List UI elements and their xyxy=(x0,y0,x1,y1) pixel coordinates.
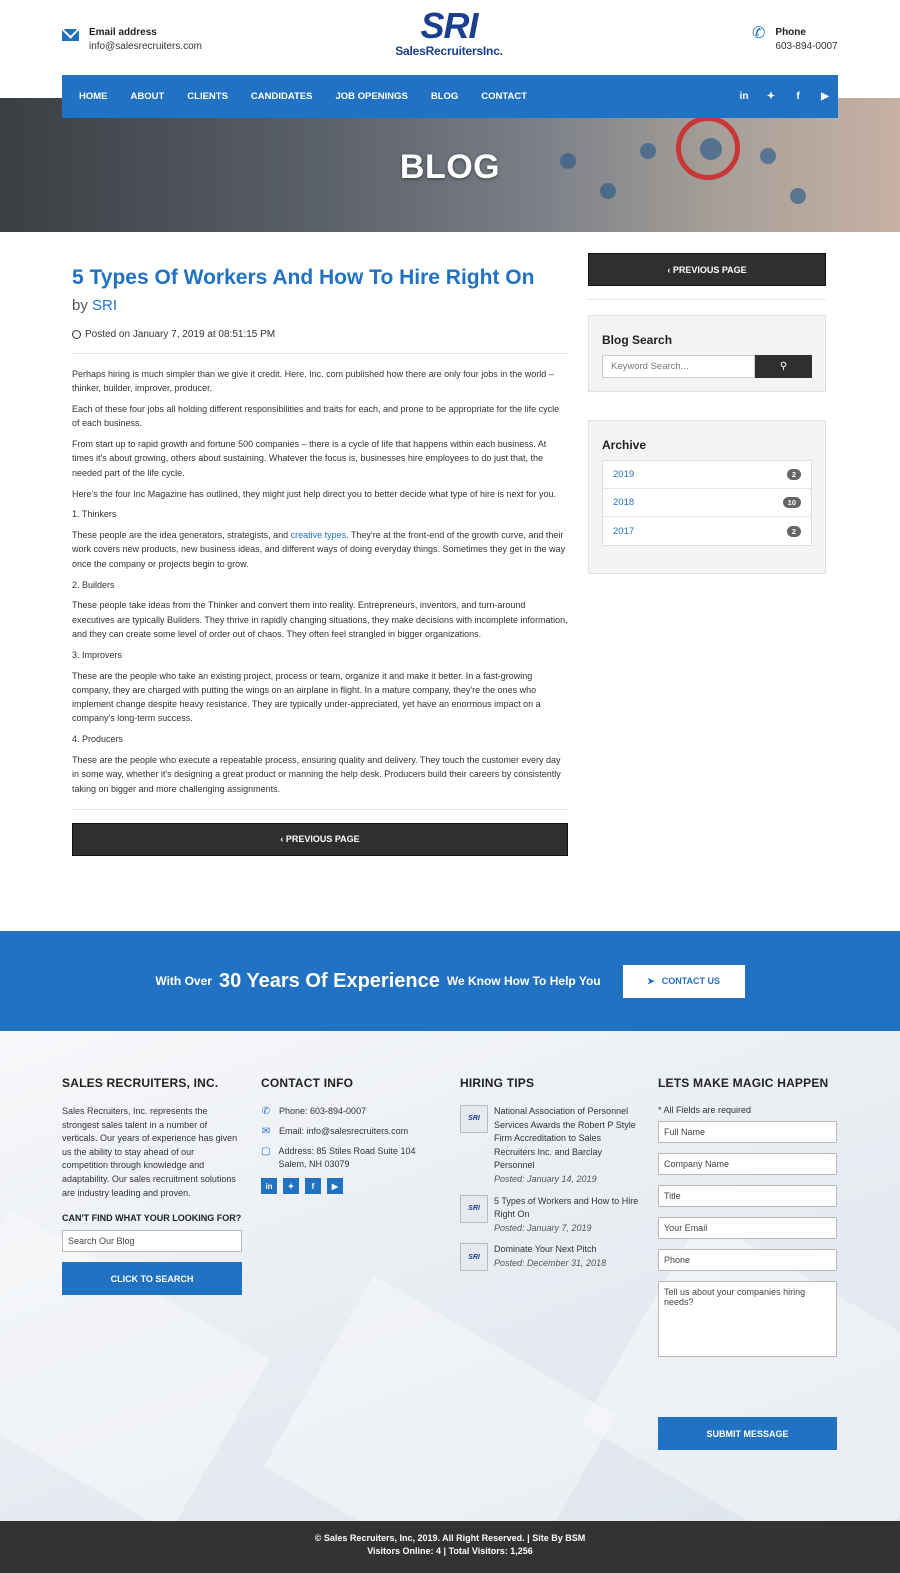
tip-title: Dominate Your Next Pitch xyxy=(494,1244,597,1255)
article xyxy=(72,232,568,856)
hiring-tips-title: HIRING TIPS xyxy=(460,1076,535,1090)
twitter-icon[interactable]: ✦ xyxy=(283,1178,299,1194)
divider xyxy=(72,809,568,810)
footer-email-text[interactable]: Email: info@salesrecruiters.com xyxy=(279,1126,409,1136)
blog-search-form xyxy=(602,355,812,378)
facebook-icon[interactable]: f xyxy=(305,1178,321,1194)
chevron-left-icon: ‹ xyxy=(667,264,673,275)
envelope-icon: ✉ xyxy=(261,1126,271,1137)
hiring-tip-item[interactable] xyxy=(460,1243,642,1271)
envelope-icon xyxy=(62,29,79,41)
company-name-field[interactable]: Company Name xyxy=(658,1153,837,1175)
map-icon: ▢ xyxy=(261,1146,271,1157)
archive-count-badge: 2 xyxy=(787,526,801,537)
paragraph: Here's the four Inc Magazine has outlined, they might just help direct you to better decide what type of hire is next for you. xyxy=(72,488,556,499)
tip-title: 5 Types of Workers and How to Hire Right On xyxy=(494,1195,639,1220)
paper-plane-icon: ➤ xyxy=(647,975,655,986)
creative-types-link[interactable]: creative types xyxy=(290,530,347,541)
copyright-bar xyxy=(0,1521,900,1573)
footer-phone-text[interactable]: Phone: 603-894-0007 xyxy=(279,1106,367,1116)
header-phone xyxy=(752,26,838,54)
nav-home[interactable]: HOME xyxy=(79,91,108,102)
archive-item-2017[interactable] xyxy=(603,517,811,545)
nav-contact[interactable]: CONTACT xyxy=(481,91,528,102)
footer-about xyxy=(62,1076,242,1295)
post-title: 5 Types Of Workers And How To Hire Right On xyxy=(72,266,535,289)
nav-clients[interactable]: CLIENTS xyxy=(187,91,228,102)
form-title: LETS MAKE MAGIC HAPPEN xyxy=(658,1076,829,1090)
search-icon: ⚲ xyxy=(779,361,788,372)
page-title: BLOG xyxy=(399,148,501,186)
email-label: Email address xyxy=(89,27,157,38)
nav-candidates[interactable]: CANDIDATES xyxy=(250,91,313,102)
footer-phone xyxy=(261,1105,446,1118)
tip-title: National Association of Personnel Services Awards the Robert P Style Firm Accreditation to Sales Recruiters Inc. and Barclay Personnel xyxy=(494,1106,636,1171)
phone-icon: ✆ xyxy=(752,25,766,42)
footer-search-input[interactable]: Search Our Blog xyxy=(62,1230,242,1252)
required-note: * All Fields are required xyxy=(658,1105,752,1115)
email-field[interactable]: Your Email xyxy=(658,1217,837,1239)
cta-band xyxy=(0,931,900,1031)
tip-date: Posted: January 7, 2019 xyxy=(494,1222,592,1233)
archive-year: 2019 xyxy=(613,469,635,480)
click-to-search-button[interactable]: CLICK TO SEARCH xyxy=(62,1262,242,1295)
archive-item-2018[interactable] xyxy=(603,489,811,517)
hiring-tip-item[interactable] xyxy=(460,1195,642,1236)
email-value[interactable]: info@salesrecruiters.com xyxy=(89,41,202,52)
footer-about-title: SALES RECRUITERS, INC. xyxy=(62,1076,219,1090)
footer-decoration xyxy=(264,1276,616,1521)
message-textarea[interactable]: Tell us about your companies hiring needs? xyxy=(658,1281,837,1357)
post-byline xyxy=(72,297,568,314)
author-link[interactable]: SRI xyxy=(92,297,118,314)
footer-address-text: Address: 85 Stiles Road Suite 104 Salem, NH 03079 xyxy=(278,1146,416,1169)
linkedin-icon[interactable]: in xyxy=(739,91,749,102)
phone-label: Phone xyxy=(775,27,806,38)
archive-count-badge: 10 xyxy=(783,497,801,508)
submit-message-button[interactable]: SUBMIT MESSAGE xyxy=(658,1417,837,1450)
logo-mark: SRI xyxy=(420,5,478,46)
paragraph-text: These people are the idea generators, strategists, and xyxy=(72,530,291,541)
paragraph: Perhaps hiring is much simpler than we give it credit. Here, Inc. com published how there are only four jobs in the world – thinker, builder, improver, producer. xyxy=(72,369,554,394)
paragraph: From start up to rapid growth and fortune 500 companies – there is a cycle of life that happens within each business. At times it's about growing, others about sustaining. Whatever the focus is, businesses hire employees to do just that, the needed part of the life cycle. xyxy=(72,439,547,478)
byline-prefix: by xyxy=(72,297,88,314)
paragraph: These people take ideas from the Thinker and convert them into reality. Entrepreneurs, inventors, and turn-around executives are typically Builders. They thrive in rapidly changing situations, they make decisions with incomplete information, and they can create some level of order out of chaos. They often feel strangled in bigger organizations. xyxy=(72,600,568,639)
contact-us-button[interactable] xyxy=(623,965,745,998)
archive-list xyxy=(602,460,812,546)
divider xyxy=(72,353,568,354)
sidebar-previous-page-button[interactable] xyxy=(588,253,826,286)
section-heading: 4. Producers xyxy=(72,734,124,745)
youtube-icon[interactable]: ▶ xyxy=(327,1178,343,1194)
nav-about[interactable]: ABOUT xyxy=(130,91,165,102)
paragraph: These are the people who take an existing project, process or team, organize it and make it better. In a fast-growing company, they are charged with putting the wings on an airplane in flight. In a mature company, they're the ones who implement change despite heavy resistance. They are typically under-appreciated, yet have an enormous impact on a company's long-term success. xyxy=(72,670,541,724)
cta-post: We Know How To Help You xyxy=(446,974,601,988)
logo[interactable] xyxy=(390,5,508,58)
visitor-stats: Visitors Online: 4 | Total Visitors: 1,256 xyxy=(367,1546,533,1556)
title-field[interactable]: Title xyxy=(658,1185,837,1207)
blog-search-title: Blog Search xyxy=(602,333,673,347)
contact-us-label: CONTACT US xyxy=(661,976,721,986)
archive-year: 2017 xyxy=(613,525,635,537)
tip-date: Posted: January 14, 2019 xyxy=(494,1173,597,1184)
nav-social xyxy=(739,91,830,102)
phone-field[interactable]: Phone xyxy=(658,1249,837,1271)
phone-icon: ✆ xyxy=(261,1106,271,1117)
footer xyxy=(0,1031,900,1521)
footer-address xyxy=(261,1145,446,1171)
cant-find-heading: CAN'T FIND WHAT YOUR LOOKING FOR? xyxy=(62,1213,242,1224)
archive-count-badge: 2 xyxy=(787,469,801,480)
archive-item-2019[interactable] xyxy=(603,461,811,489)
previous-page-label: PREVIOUS PAGE xyxy=(285,834,360,845)
nav-job-openings[interactable]: JOB OPENINGS xyxy=(335,91,408,102)
cta-headline: 30 Years Of Experience xyxy=(218,969,440,992)
archive-box xyxy=(588,420,826,574)
main-nav xyxy=(62,75,838,118)
footer-email xyxy=(261,1125,446,1138)
archive-title: Archive xyxy=(602,438,647,452)
logo-text: SalesRecruitersInc. xyxy=(395,44,503,58)
footer-contact-form xyxy=(658,1076,837,1450)
paragraph-text: . They're at the front-end of the growth curve, and their work covers new products, new business ideas, and different ways of doing everyday things. Sometimes they get in the way once the company or projects begin to grow. xyxy=(72,530,566,569)
tip-thumbnail: SRI xyxy=(460,1105,488,1133)
top-bar xyxy=(0,0,900,75)
copyright-text: © Sales Recruiters, Inc, 2019. All Right Reserved. | Site By BSM xyxy=(314,1533,586,1543)
footer-contact xyxy=(261,1076,446,1194)
section-heading: 3. Improvers xyxy=(72,649,123,660)
hero-banner xyxy=(0,98,900,232)
tip-date: Posted: December 31, 2018 xyxy=(494,1257,607,1268)
paragraph: Each of these four jobs all holding different responsibilities and traits for each, and prone to be appropriate for the life cycle of each business. xyxy=(72,404,560,429)
paragraph: These are the people who execute a repeatable process, ensuring quality and delivery. They touch the customer every day in some way, whether it's designing a great product or manning the help desk. Producers build their careers by consistently taking on bigger and more challenging assignments. xyxy=(72,755,561,794)
post-date xyxy=(72,329,568,340)
footer-about-text: Sales Recruiters, Inc. represents the strongest sales talent in a number of verticals. Our years of experience has given us the ability to stay ahead of our competition through knowledge and adaptability. Our sales recruitment solutions are industry leading and proven. xyxy=(62,1106,238,1198)
hero-decoration xyxy=(790,188,806,204)
section-heading: 2. Builders xyxy=(72,579,115,590)
tip-thumbnail: SRI xyxy=(460,1243,488,1271)
search-button[interactable] xyxy=(755,355,812,378)
post-date-text: Posted on January 7, 2019 at 08:51:15 PM xyxy=(85,329,276,340)
previous-page-label: PREVIOUS PAGE xyxy=(672,264,747,275)
archive-year: 2018 xyxy=(613,497,635,508)
blog-search-box xyxy=(588,315,826,392)
clock-icon xyxy=(72,330,81,339)
sidebar xyxy=(588,253,826,574)
linkedin-icon[interactable]: in xyxy=(261,1178,277,1194)
chevron-left-icon: ‹ xyxy=(280,834,286,845)
paragraph xyxy=(72,528,568,571)
youtube-icon[interactable]: ▶ xyxy=(821,91,829,102)
section-heading: 1. Thinkers xyxy=(72,509,117,520)
header-email xyxy=(62,26,202,54)
nav-blog[interactable]: BLOG xyxy=(430,91,459,102)
blog-search-input[interactable]: Keyword Search... xyxy=(602,355,755,378)
twitter-icon[interactable]: ✦ xyxy=(766,91,776,102)
cta-pre: With Over xyxy=(155,974,212,988)
divider xyxy=(588,299,826,300)
facebook-icon[interactable]: f xyxy=(796,91,800,102)
full-name-field[interactable]: Full Name xyxy=(658,1121,837,1143)
hiring-tip-item[interactable] xyxy=(460,1105,642,1187)
tip-thumbnail: SRI xyxy=(460,1195,488,1223)
post-body xyxy=(72,367,568,796)
footer-social xyxy=(261,1178,446,1194)
footer-contact-title: CONTACT INFO xyxy=(261,1076,354,1090)
previous-page-button[interactable] xyxy=(72,823,568,856)
phone-value[interactable]: 603-894-0007 xyxy=(775,41,838,52)
footer-hiring-tips xyxy=(460,1076,642,1279)
